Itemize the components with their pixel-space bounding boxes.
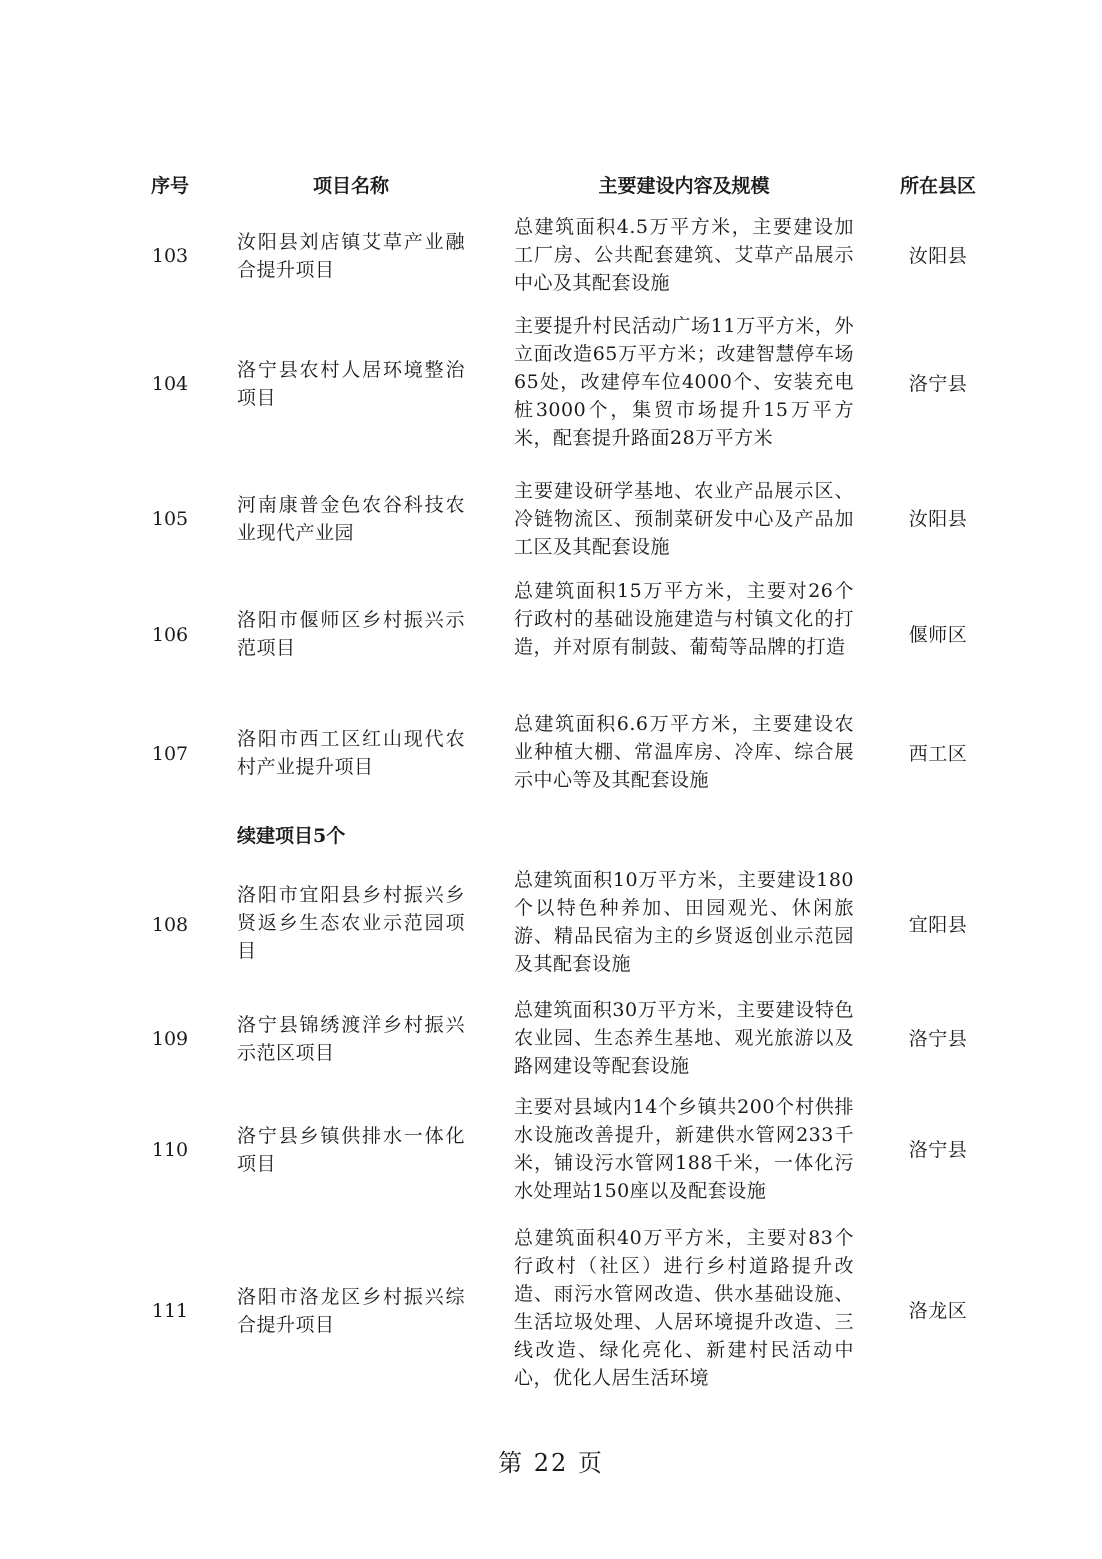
row-county: 偃师区 [908,624,968,646]
row-county: 宜阳县 [908,914,968,936]
section-label: 续建项目5个 [237,825,346,847]
page-number: 第 22 页 [498,1449,604,1477]
row-county: 洛宁县 [908,1028,968,1050]
row-seq: 104 [151,373,189,395]
row-seq: 103 [151,245,189,267]
header-content: 主要建设内容及规模 [598,175,770,197]
header-name: 项目名称 [312,175,389,197]
row-content: 总建筑面积4.5万平方米，主要建设加工厂房、公共配套建筑、艾草产品展示中心及其配套设施 [514,216,854,294]
row-content: 主要提升村民活动广场11万平方米，外立面改造65万平方米；改建智慧停车场65处，改建停车位4000个、安装充电桩3000个，集贸市场提升15万平方米，配套提升路面28万平方米 [514,315,854,449]
row-county: 汝阳县 [908,245,968,267]
row-county: 洛宁县 [908,373,968,395]
row-content: 总建筑面积30万平方米，主要建设特色农业园、生态养生基地、观光旅游以及路网建设等配套设施 [514,999,854,1077]
row-county: 洛宁县 [908,1139,968,1161]
row-seq: 107 [151,743,189,765]
header-seq: 序号 [150,175,189,197]
row-name: 河南康普金色农谷科技农业现代产业园 [237,494,465,544]
row-county: 汝阳县 [908,508,968,530]
row-content: 总建筑面积10万平方米，主要建设180个以特色种养加、田园观光、休闲旅游、精品民宿为主的乡贤返创业示范园及其配套设施 [514,869,854,975]
row-name: 洛阳市偃师区乡村振兴示范项目 [237,609,465,659]
row-county: 西工区 [908,743,968,765]
row-name: 洛阳市西工区红山现代农村产业提升项目 [237,728,465,778]
row-content: 主要建设研学基地、农业产品展示区、冷链物流区、预制菜研发中心及产品加工区及其配套设施 [514,480,854,558]
row-content: 总建筑面积40万平方米，主要对83个行政村（社区）进行乡村道路提升改造、雨污水管网改造、供水基础设施、生活垃圾处理、人居环境提升改造、三线改造、绿化亮化、新建村民活动中心，优化人居生活环境 [514,1227,854,1389]
row-seq: 106 [151,624,189,646]
row-county: 洛龙区 [908,1300,968,1322]
row-seq: 105 [151,508,189,530]
row-name: 汝阳县刘店镇艾草产业融合提升项目 [237,231,465,281]
row-name: 洛宁县农村人居环境整治项目 [237,359,465,409]
row-name: 洛阳市宜阳县乡村振兴乡贤返乡生态农业示范园项目 [237,884,465,962]
row-content: 总建筑面积6.6万平方米，主要建设农业种植大棚、常温库房、冷库、综合展示中心等及其配套设施 [514,713,854,791]
row-seq: 111 [151,1300,189,1322]
header-county: 所在县区 [899,175,976,197]
row-name: 洛阳市洛龙区乡村振兴综合提升项目 [237,1286,465,1336]
row-content: 总建筑面积15万平方米，主要对26个行政村的基础设施建造与村镇文化的打造，并对原有制鼓、葡萄等品牌的打造 [514,580,854,658]
row-seq: 110 [151,1139,189,1161]
row-seq: 109 [151,1028,189,1050]
row-name: 洛宁县乡镇供排水一体化项目 [237,1125,465,1175]
row-name: 洛宁县锦绣渡洋乡村振兴示范区项目 [237,1014,465,1064]
row-seq: 108 [151,914,189,936]
row-content: 主要对县域内14个乡镇共200个村供排水设施改善提升，新建供水管网233千米，铺设污水管网188千米，一体化污水处理站150座以及配套设施 [514,1096,854,1202]
